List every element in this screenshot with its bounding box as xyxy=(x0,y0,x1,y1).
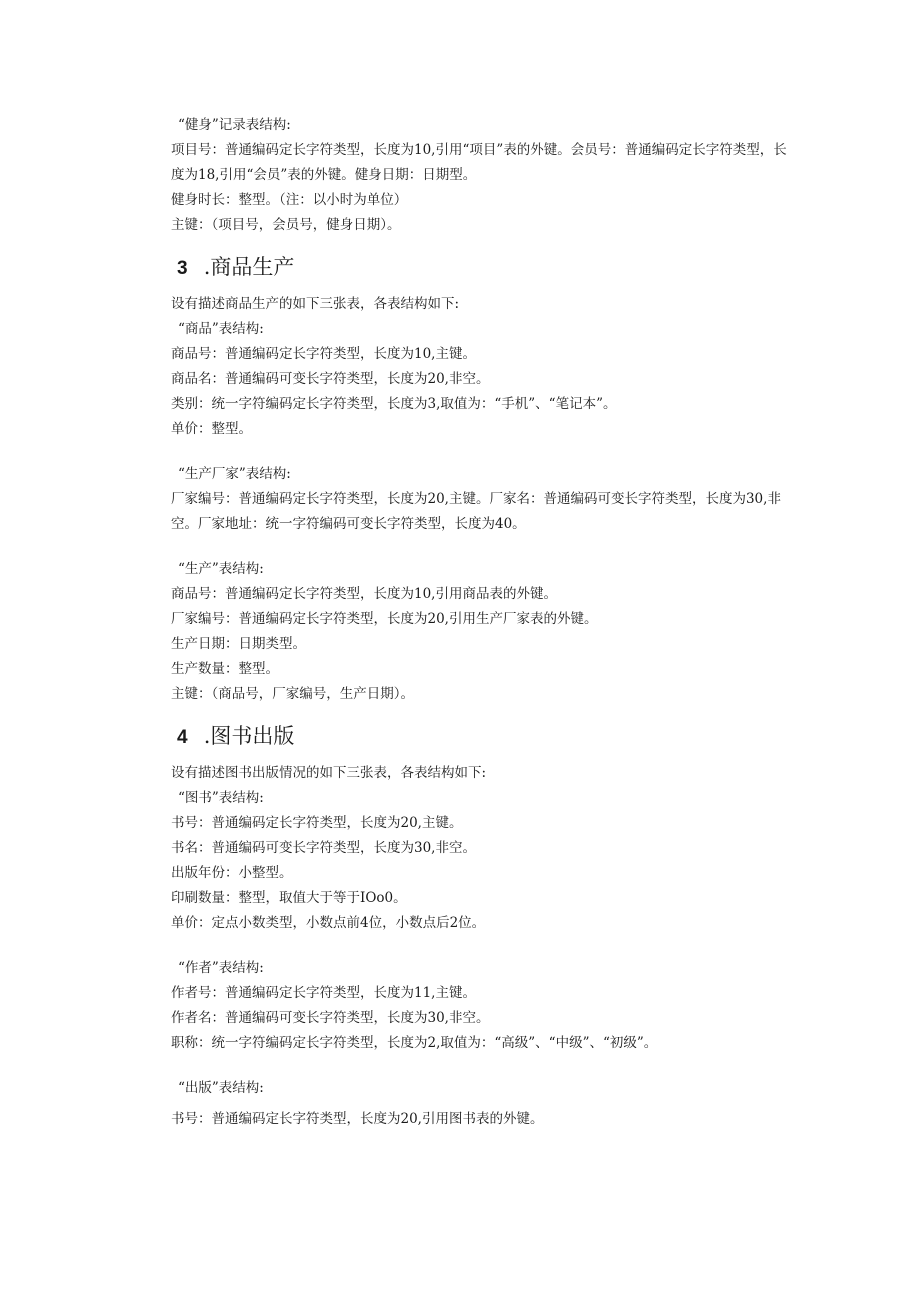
section-title: .图书出版 xyxy=(203,724,295,748)
product-field-text: 单价：整型。 xyxy=(171,421,252,437)
book-field-text: 单价：定点小数类型，小数点前4位，小数点后2位。 xyxy=(171,915,486,931)
production-table-title: “生产”表结构: xyxy=(178,561,264,577)
book-table-title: “图书”表结构: xyxy=(178,790,264,806)
fitness-field-text: 项目号：普通编码定长字符类型，长度为10,引用“项目”表的外键。会员号：普通编码定长字符类型，长度为18,引用“会员”表的外键。健身日期：日期型。 xyxy=(171,142,787,183)
production-field-text: 生产日期：日期类型。 xyxy=(171,636,306,652)
product-field-text: 商品名：普通编码可变长字符类型，长度为20,非空。 xyxy=(171,371,490,387)
book-field-text: 书号：普通编码定长字符类型，长度为20,主键。 xyxy=(171,815,463,831)
fitness-field-text: 健身时长：整型。（注：以小时为单位） xyxy=(171,192,408,208)
product-field-text: 类别：统一字符编码定长字符类型，长度为3,取值为：“手机”、“笔记本”。 xyxy=(171,396,617,412)
document-page xyxy=(171,113,791,1132)
author-table-title: “作者”表结构: xyxy=(178,960,264,976)
section-number: 3 xyxy=(177,258,188,279)
product-field-text: 商品号：普通编码定长字符类型，长度为10,主键。 xyxy=(171,346,476,362)
production-field-text: 商品号：普通编码定长字符类型，长度为10,引用商品表的外键。 xyxy=(171,586,557,602)
fitness-primary-key: 主键：（项目号，会员号，健身日期）。 xyxy=(171,217,401,233)
section-title: .商品生产 xyxy=(203,255,295,279)
section-intro: 设有描述图书出版情况的如下三张表，各表结构如下: xyxy=(171,765,487,781)
publish-field-text: 书号：普通编码定长字符类型，长度为20,引用图书表的外键。 xyxy=(171,1111,544,1127)
author-field-text: 作者名：普通编码可变长字符类型，长度为30,非空。 xyxy=(171,1010,490,1026)
production-field-text: 厂家编号：普通编码定长字符类型，长度为20,引用生产厂家表的外键。 xyxy=(171,611,598,627)
production-primary-key: 主键：（商品号，厂家编号，生产日期）。 xyxy=(171,686,414,702)
fitness-table-title: “健身”记录表结构: xyxy=(178,117,291,133)
section-intro: 设有描述商品生产的如下三张表，各表结构如下: xyxy=(171,296,460,312)
publish-table-title: “出版”表结构: xyxy=(178,1080,264,1096)
maker-table-title: “生产厂家”表结构: xyxy=(178,466,291,482)
production-field-text: 生产数量：整型。 xyxy=(171,661,279,677)
maker-field-text: 厂家编号：普通编码定长字符类型，长度为20,主键。厂家名：普通编码可变长字符类型，长度为30,非空。厂家地址：统一字符编码可变长字符类型，长度为40。 xyxy=(171,491,781,532)
book-field-text: 印刷数量：整型，取值大于等于IOo0。 xyxy=(171,890,407,906)
section-heading-3 xyxy=(177,252,791,284)
author-field-text: 职称：统一字符编码定长字符类型，长度为2,取值为：“高级”、“中级”、“初级”。 xyxy=(171,1035,658,1051)
product-table-title: “商品”表结构: xyxy=(178,321,264,337)
book-field-text: 出版年份：小整型。 xyxy=(171,865,293,881)
section-heading-4 xyxy=(177,721,791,753)
book-field-text: 书名：普通编码可变长字符类型，长度为30,非空。 xyxy=(171,840,476,856)
author-field-text: 作者号：普通编码定长字符类型，长度为11,主键。 xyxy=(171,985,476,1001)
section-number: 4 xyxy=(177,727,188,748)
